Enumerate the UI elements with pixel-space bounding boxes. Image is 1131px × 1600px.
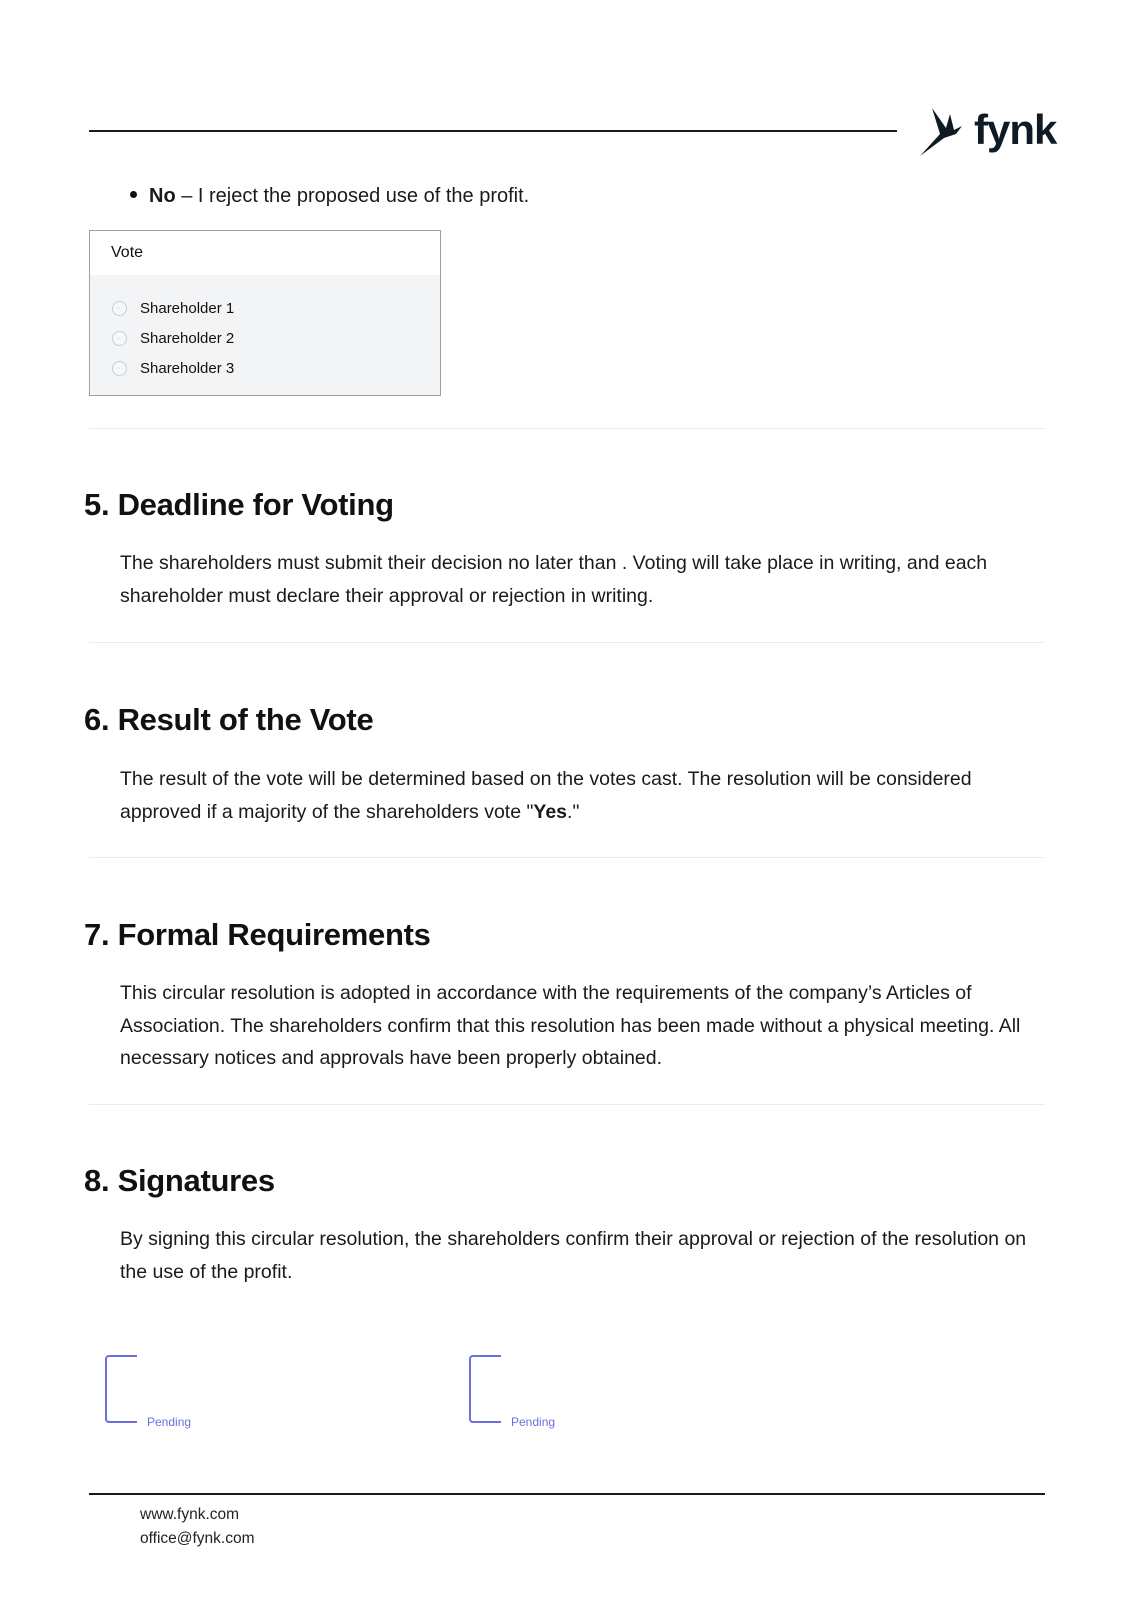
vote-option-shareholder-2[interactable]	[90, 323, 440, 353]
signature-status: Pending	[511, 1415, 556, 1429]
footer-website-link[interactable]: www.fynk.com	[140, 1506, 240, 1523]
shareholder-label: Shareholder 2	[140, 329, 235, 347]
vote-option-no	[130, 182, 529, 210]
section-body-deadline: The shareholders must submit their decision no later than . Voting will take place in writing, and each shareholder must declare their approval or rejection in writing.	[120, 552, 988, 607]
section-divider	[89, 1104, 1045, 1105]
shareholder-label: Shareholder 1	[140, 299, 235, 317]
result-text-end: ."	[567, 800, 580, 823]
signature-field-1[interactable]	[105, 1355, 225, 1435]
section-title-result: 6. Result of the Vote	[84, 702, 374, 737]
logo-wordmark: fynk	[974, 106, 1057, 153]
section-title-formal: 7. Formal Requirements	[84, 917, 431, 952]
bird-logo-icon	[918, 104, 974, 160]
section-title-signatures: 8. Signatures	[84, 1163, 275, 1198]
section-body-result	[120, 763, 1035, 828]
section-divider	[89, 857, 1045, 858]
signature-status: Pending	[147, 1415, 192, 1429]
header-rule	[89, 130, 897, 132]
vote-panel	[89, 230, 441, 396]
vote-option-shareholder-1[interactable]	[90, 293, 440, 323]
section-body-formal: This circular resolution is adopted in accordance with the requirements of the company’s Articles of Association. The shareholders confirm that this resolution has been made without a physical meeting. All necessary notices and approvals have been properly obtained.	[120, 982, 1021, 1069]
pending-radio-icon[interactable]: ···	[112, 361, 127, 376]
section-divider	[89, 642, 1045, 643]
vote-option-label: No	[149, 185, 176, 207]
bullet-icon	[130, 191, 137, 198]
section-divider	[89, 428, 1045, 429]
signature-bracket-icon	[105, 1355, 137, 1423]
result-yes-emphasis: Yes	[533, 800, 568, 823]
fynk-logo	[918, 104, 1057, 160]
signature-bracket-icon	[469, 1355, 501, 1423]
footer-contact	[140, 1503, 255, 1551]
section-body-signatures: By signing this circular resolution, the shareholders confirm their approval or rejection of the resolution on the use of the profit.	[120, 1228, 1027, 1283]
vote-option-description: – I reject the proposed use of the profit.	[175, 185, 530, 207]
vote-panel-title: Vote	[90, 231, 440, 275]
signature-field-2[interactable]	[469, 1355, 589, 1435]
section-title-deadline: 5. Deadline for Voting	[84, 487, 394, 522]
result-text: The result of the vote will be determined based on the votes cast. The resolution will be considered approved if a majority of the shareholders vote "	[120, 768, 972, 823]
pending-radio-icon[interactable]: ···	[112, 301, 127, 316]
footer-email-link[interactable]: office@fynk.com	[140, 1530, 255, 1547]
footer-rule	[89, 1493, 1045, 1495]
vote-options-list	[90, 275, 440, 383]
vote-option-shareholder-3[interactable]	[90, 353, 440, 383]
shareholder-label: Shareholder 3	[140, 359, 235, 377]
pending-radio-icon[interactable]: ···	[112, 331, 127, 346]
